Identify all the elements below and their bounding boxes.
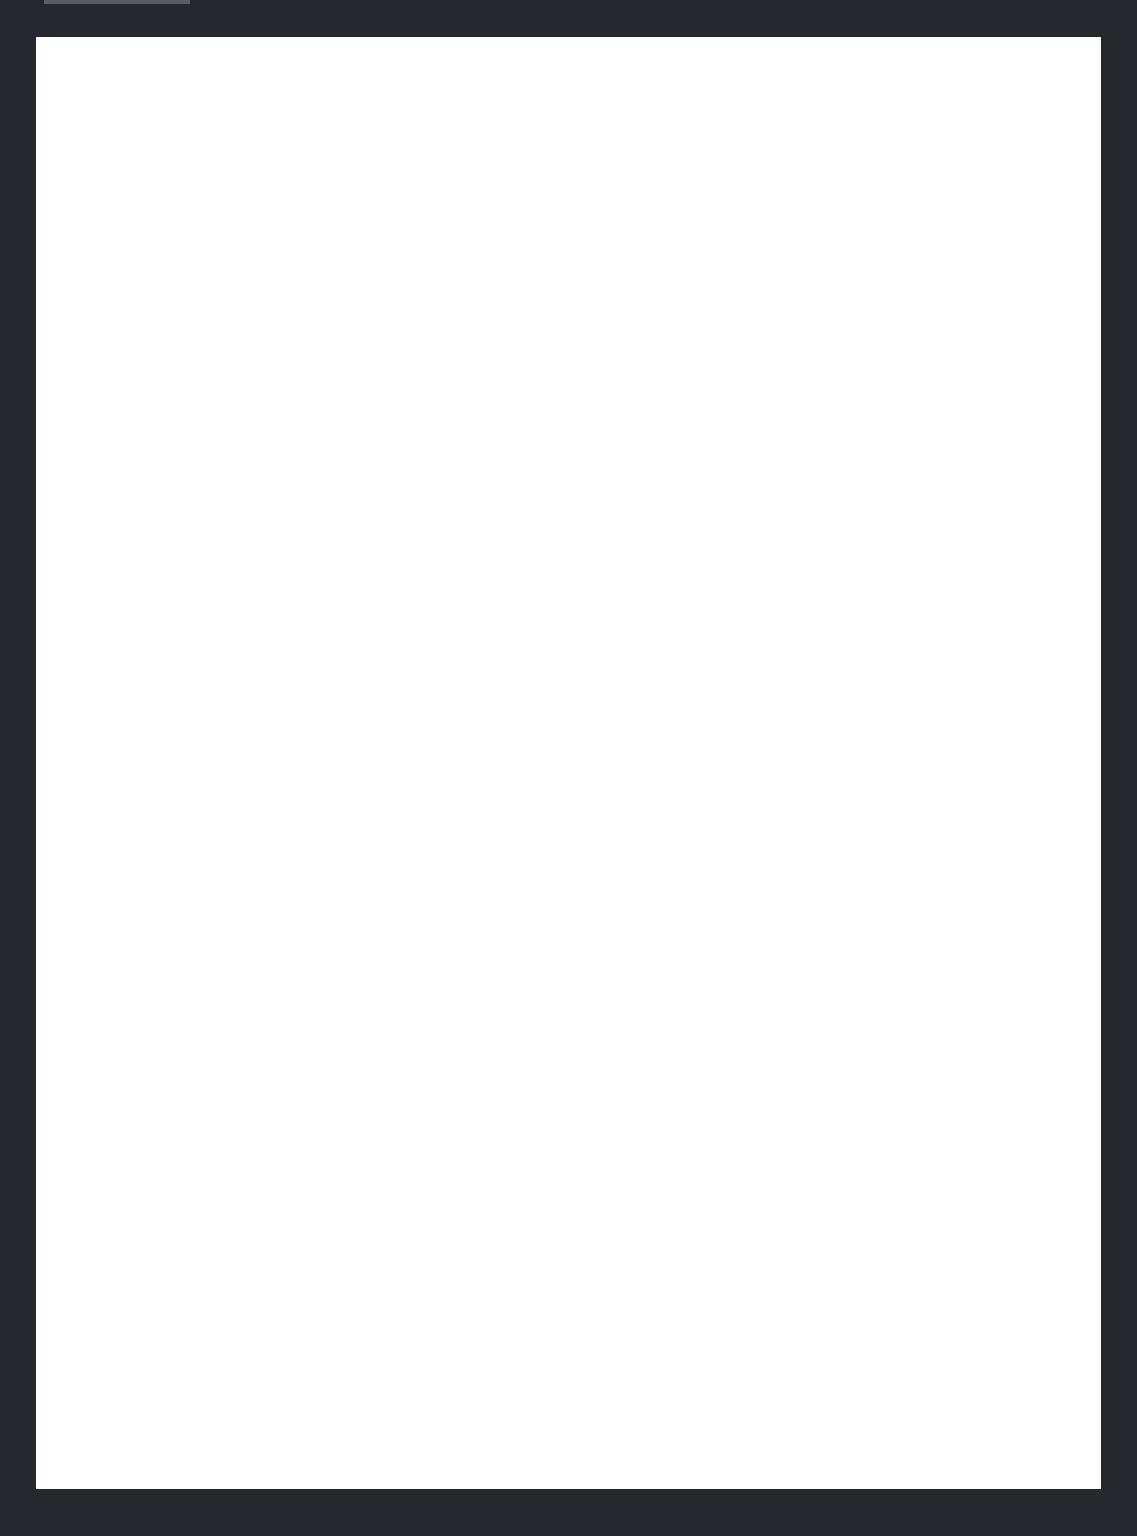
top-scrollbar-fragment (44, 0, 190, 4)
worksheet-page (36, 37, 1101, 1489)
